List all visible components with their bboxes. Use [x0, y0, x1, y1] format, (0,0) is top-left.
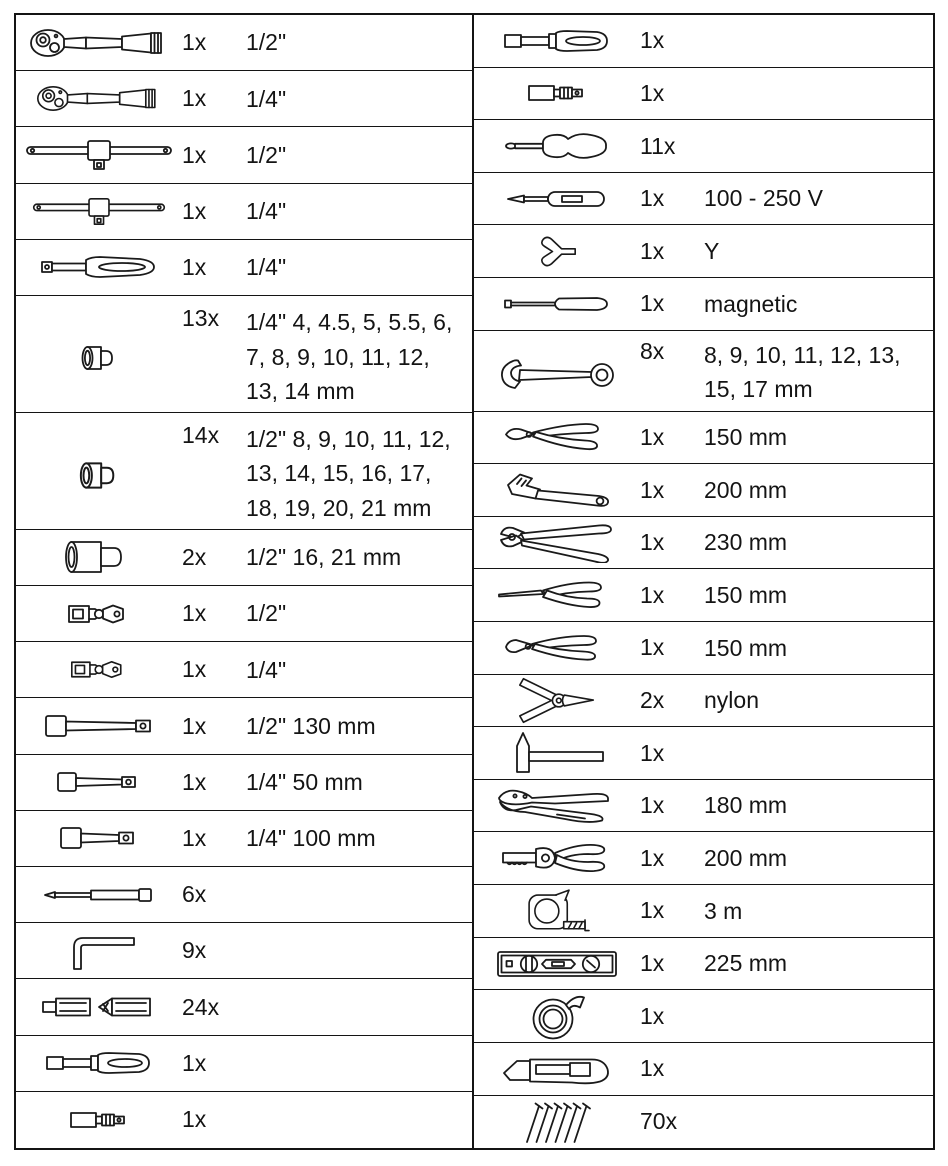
quantity-label: 14x	[182, 421, 220, 448]
spec-label: 1/2"	[246, 600, 287, 627]
quantity-label: 24x	[182, 993, 220, 1020]
water-pump-pliers-icon	[474, 523, 640, 563]
table-row	[474, 68, 933, 121]
table-row	[16, 642, 472, 698]
tape-measure-icon	[474, 887, 640, 935]
voltage-tester-icon	[474, 188, 640, 210]
quantity-label: 1x	[182, 1106, 207, 1133]
spec-label: 1/4"	[246, 656, 287, 683]
universal-joint-icon	[16, 598, 182, 630]
table-row	[474, 412, 933, 465]
quantity-label: 6x	[182, 881, 207, 908]
spark-plug-socket-icon	[16, 539, 182, 575]
spec-label: 180 mm	[704, 792, 788, 819]
quantity-label: 1x	[182, 197, 207, 224]
quantity-label: 1x	[640, 290, 665, 317]
bit-driver-icon	[474, 27, 640, 55]
table-row	[16, 1036, 472, 1092]
spec-label: 8, 9, 10, 11, 12, 13, 15, 17 mm	[704, 341, 901, 403]
table-row	[16, 867, 472, 923]
spec-label: 1/2" 8, 9, 10, 11, 12, 13, 14, 15, 16, 17, 18, 19, 20, 21 mm	[246, 425, 451, 521]
table-row	[474, 885, 933, 938]
table-row	[474, 832, 933, 885]
quantity-label: 1x	[640, 237, 665, 264]
spec-label: 1/4"	[246, 197, 287, 224]
quantity-label: 2x	[640, 686, 665, 713]
spec-label: 150 mm	[704, 634, 788, 661]
combination-wrench-icon	[474, 357, 640, 391]
table-row	[474, 622, 933, 675]
quantity-label: 1x	[182, 85, 207, 112]
parts-table	[14, 13, 935, 1150]
spec-label: 1/2"	[246, 29, 287, 56]
ratchet-icon	[16, 83, 182, 114]
table-row	[16, 15, 472, 71]
combination-pliers-icon	[474, 633, 640, 663]
table-row	[474, 278, 933, 331]
quantity-label: 1x	[640, 634, 665, 661]
quantity-label: 2x	[182, 543, 207, 570]
table-row	[16, 184, 472, 240]
quantity-label: 1x	[640, 739, 665, 766]
quantity-label: 70x	[640, 1108, 678, 1135]
magnetic-pickup-icon	[474, 295, 640, 313]
table-row	[16, 811, 472, 867]
universal-joint-icon	[16, 655, 182, 684]
spring-clamp-icon	[474, 676, 640, 725]
quantity-label: 1x	[182, 600, 207, 627]
table-row	[16, 413, 472, 530]
table-row	[474, 1043, 933, 1096]
hammer-icon	[474, 731, 640, 775]
quantity-label: 1x	[640, 27, 665, 54]
table-row	[16, 1092, 472, 1148]
socket-icon	[16, 343, 182, 373]
extension-bar-icon	[16, 769, 182, 795]
spec-label: 1/2" 130 mm	[246, 712, 376, 739]
table-row	[16, 923, 472, 979]
table-row	[474, 780, 933, 833]
left-column	[16, 15, 474, 1148]
spec-label: 1/2"	[246, 141, 287, 168]
bit-driver-icon	[16, 1049, 182, 1077]
table-row	[16, 586, 472, 642]
quantity-label: 1x	[182, 656, 207, 683]
table-row	[474, 1096, 933, 1149]
spec-label: 100 - 250 V	[704, 185, 823, 212]
socket-icon	[16, 459, 182, 492]
table-row	[16, 530, 472, 586]
spec-label: 3 m	[704, 897, 743, 924]
quantity-label: 1x	[640, 185, 665, 212]
quantity-label: 1x	[182, 253, 207, 280]
hex-key-icon	[16, 931, 182, 971]
spec-label: 200 mm	[704, 845, 788, 872]
quantity-label: 13x	[182, 305, 220, 332]
quantity-label: 1x	[640, 1055, 665, 1082]
sliding-t-bar-icon	[16, 195, 182, 228]
quantity-label: 1x	[182, 768, 207, 795]
table-row	[474, 331, 933, 412]
nails-icon	[474, 1099, 640, 1145]
table-row	[474, 464, 933, 517]
quantity-label: 1x	[640, 1002, 665, 1029]
wire-strippers-icon	[474, 841, 640, 875]
bit-adapter-icon	[474, 83, 640, 103]
quantity-label: 1x	[640, 423, 665, 450]
spec-label: 1/4" 100 mm	[246, 825, 376, 852]
table-row	[474, 173, 933, 226]
table-row	[474, 675, 933, 728]
table-row	[16, 240, 472, 296]
table-row	[474, 727, 933, 780]
adjustable-wrench-icon	[474, 472, 640, 508]
spec-label: 150 mm	[704, 424, 788, 451]
quantity-label: 1x	[182, 1049, 207, 1076]
long-nose-pliers-icon	[474, 580, 640, 610]
utility-knife-icon	[474, 1052, 640, 1086]
table-row	[16, 755, 472, 811]
precision-screwdriver-icon	[474, 129, 640, 163]
table-row	[474, 938, 933, 991]
quantity-label: 1x	[640, 897, 665, 924]
spinner-handle-icon	[16, 253, 182, 281]
extension-bar-icon	[16, 824, 182, 852]
long-bit-icon	[16, 886, 182, 904]
spec-label: magnetic	[704, 290, 798, 317]
quantity-label: 1x	[640, 950, 665, 976]
spec-label: 1/4"	[246, 85, 287, 112]
bit-adapter-icon	[16, 1110, 182, 1130]
spec-label: 230 mm	[704, 529, 788, 556]
spirit-level-icon	[474, 949, 640, 979]
table-row	[16, 296, 472, 413]
table-row	[474, 569, 933, 622]
spec-label: 1/4" 4, 4.5, 5, 5.5, 6, 7, 8, 9, 10, 11, 12, 13, 14 mm	[246, 309, 453, 405]
table-row	[474, 990, 933, 1043]
right-column	[474, 15, 933, 1148]
table-row	[16, 71, 472, 127]
quantity-label: 1x	[640, 79, 665, 106]
extension-bar-icon	[16, 713, 182, 739]
quantity-label: 1x	[640, 844, 665, 871]
spec-label: nylon	[704, 687, 759, 714]
table-row	[474, 120, 933, 173]
table-row	[16, 979, 472, 1035]
quantity-label: 1x	[182, 29, 207, 56]
quantity-label: 1x	[640, 529, 665, 556]
table-row	[474, 225, 933, 278]
quantity-label: 1x	[640, 581, 665, 608]
sliding-t-bar-icon	[16, 137, 182, 173]
quantity-label: 8x	[640, 337, 665, 364]
spec-label: 1/4"	[246, 254, 287, 281]
quantity-label: 1x	[640, 476, 665, 503]
table-row	[16, 698, 472, 754]
quantity-label: 1x	[182, 712, 207, 739]
quantity-label: 11x	[640, 132, 676, 159]
diagonal-cutters-icon	[474, 421, 640, 453]
quantity-label: 9x	[182, 937, 207, 964]
spec-label: 1/2" 16, 21 mm	[246, 544, 402, 571]
spec-label: 1/4" 50 mm	[246, 768, 363, 795]
quantity-label: 1x	[182, 824, 207, 851]
spec-label: Y	[704, 237, 720, 264]
spec-label: 200 mm	[704, 476, 788, 503]
table-row	[474, 517, 933, 570]
spec-label: 150 mm	[704, 581, 788, 608]
tape-roll-icon	[474, 992, 640, 1040]
quantity-label: 1x	[182, 141, 207, 168]
screwdriver-bits-icon	[16, 995, 182, 1019]
table-row	[16, 127, 472, 183]
locking-pliers-icon	[474, 788, 640, 824]
y-wrench-icon	[474, 235, 640, 268]
spec-label: 225 mm	[704, 950, 788, 977]
ratchet-icon	[16, 26, 182, 60]
table-row	[474, 15, 933, 68]
quantity-label: 1x	[640, 792, 665, 819]
